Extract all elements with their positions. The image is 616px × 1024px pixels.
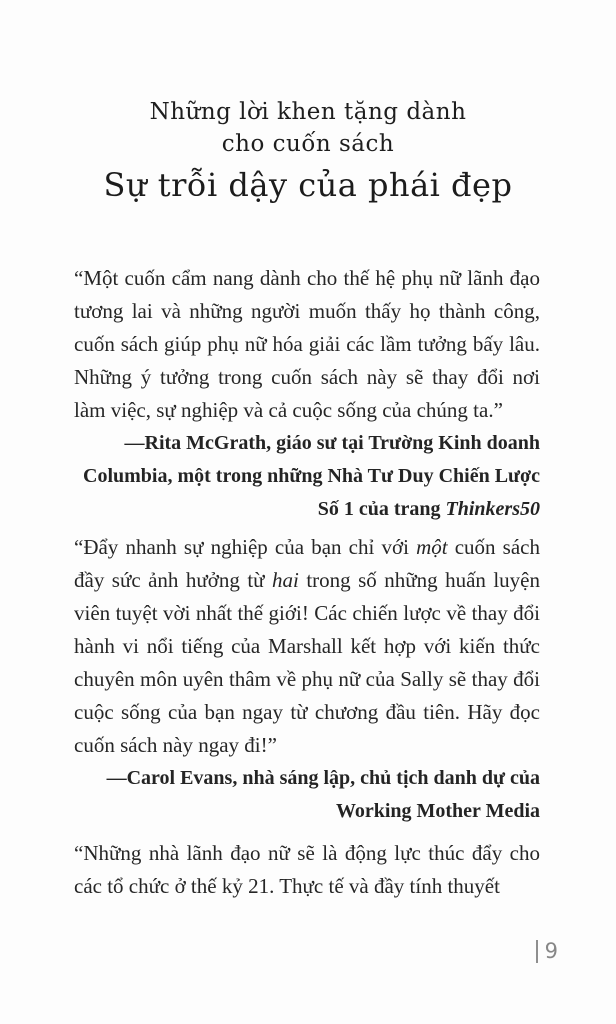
praise-heading	[0, 0, 616, 206]
quote-2-seg-1: cuốn sách đầy sức ảnh hưởng từ	[74, 535, 540, 592]
attribution-2: —Carol Evans, nhà sáng lập, chủ tịch danh dự của Working Mother Media	[106, 767, 540, 822]
attribution-1	[74, 427, 540, 526]
attribution-1-italic: Thinkers50	[445, 498, 540, 520]
attribution-1-text: —Rita McGrath, giáo sư tại Trường Kinh doanh Columbia, một trong những Nhà Tư Duy Chiến Lược Số 1 của trang	[83, 432, 540, 520]
heading-line-2: cho cuốn sách	[221, 131, 395, 157]
heading-block	[0, 0, 616, 160]
quote-2	[74, 531, 540, 762]
heading-line-1: Những lời khen tặng dành	[149, 99, 467, 125]
quote-2-italic-2: hai	[272, 568, 299, 592]
page-number-divider	[536, 940, 538, 963]
quote-1-text: “Một cuốn cẩm nang dành cho thế hệ phụ nữ lãnh đạo tương lai và những người muốn thấy họ thành công, cuốn sách giúp phụ nữ hóa giải các lầm tưởng bấy lâu. Những ý tưởng trong cuốn sách này sẽ thay đổi nơi làm việc, sự nghiệp và cả cuộc sống của chúng ta.”	[74, 266, 540, 422]
quote-2-seg-2: trong số những huấn luyện viên tuyệt vời nhất thế giới! Các chiến lược về thay đổi hành vi nổi tiếng của Marshall kết hợp với kiến thức chuyên môn uyên thâm về phụ nữ của Sally sẽ thay đổi cuộc sống của bạn ngay từ chương đầu tiên. Hãy đọc cuốn sách này ngay đi!”	[74, 568, 540, 757]
page-footer	[536, 938, 558, 964]
quote-1	[74, 262, 540, 427]
quote-3: “Những nhà lãnh đạo nữ sẽ là động lực thúc đẩy cho các tổ chức ở thế kỷ 21. Thực tế và đầy tính thuyết	[74, 841, 540, 898]
page-content	[74, 262, 540, 903]
page-number: 9	[544, 938, 558, 963]
quote-2-seg-0: “Đẩy nhanh sự nghiệp của bạn chỉ với	[74, 535, 417, 559]
quote-2-italic-1: một	[416, 535, 448, 559]
book-title: Sự trỗi dậy của phái đẹp	[103, 166, 513, 204]
